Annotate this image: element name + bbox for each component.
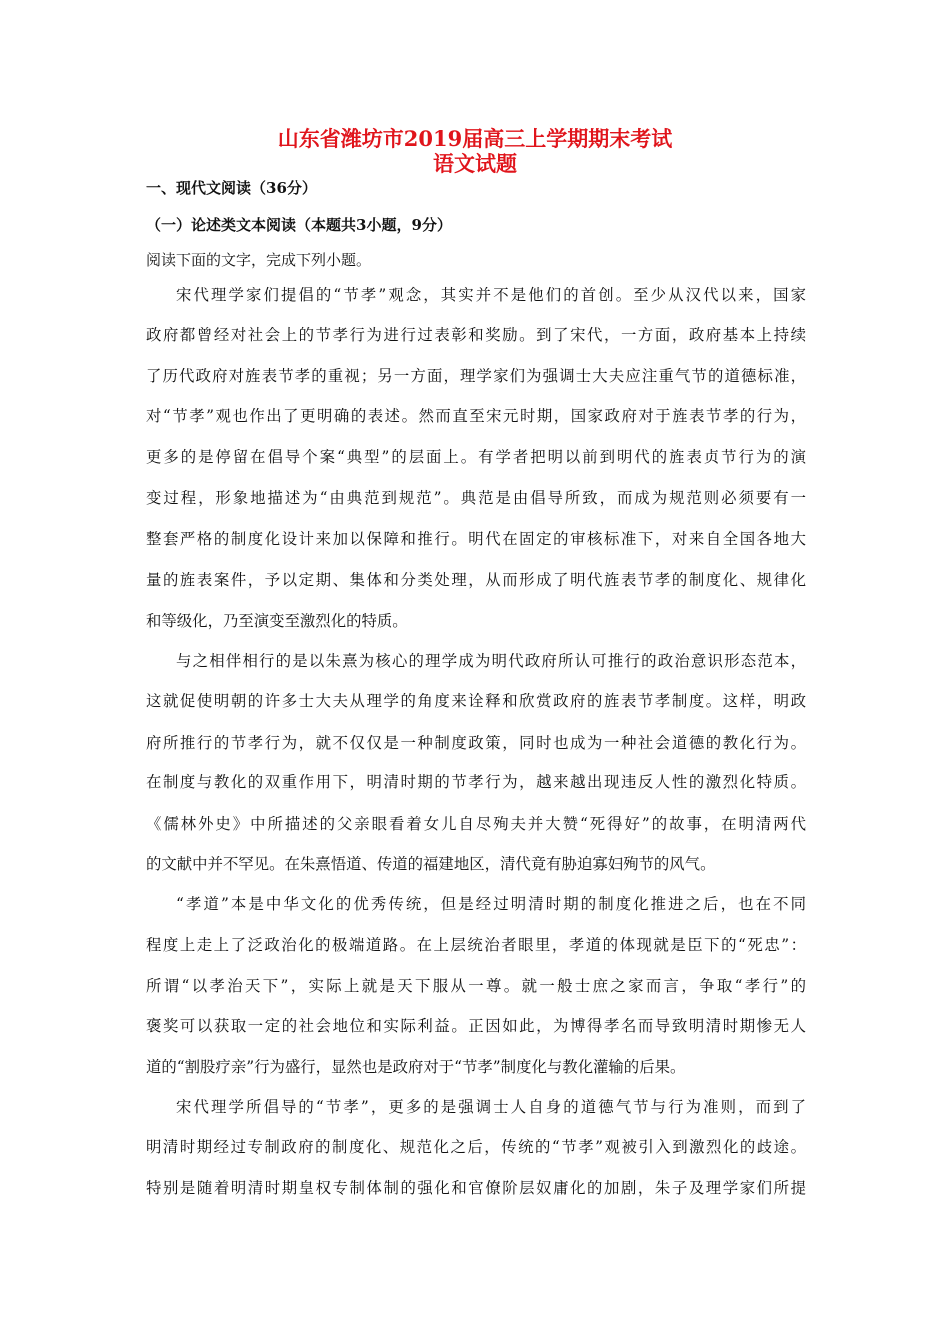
paragraph-line: 程度上走上了泛政治化的极端道路。在上层统治者眼里，孝道的体现就是臣下的“死忠”： (146, 936, 806, 954)
paragraph-line: 与之相伴相行的是以朱熹为核心的理学成为明代政府所认可推行的政治意识形态范本， (176, 652, 806, 670)
section-heading: 一、现代文阅读（36分） (146, 179, 317, 197)
paragraph-line: 道的“割股疗亲”行为盛行，显然也是政府对于“节孝”制度化与教化灌输的后果。 (146, 1058, 686, 1076)
paragraph-line: 在制度与教化的双重作用下，明清时期的节孝行为，越来越出现违反人性的激烈化特质。 (146, 773, 806, 791)
paragraph-line: 特别是随着明清时期皇权专制体制的强化和官僚阶层奴庸化的加剧，朱子及理学家们所提 (146, 1179, 806, 1197)
paragraph-line: 所谓“以孝治天下”，实际上就是天下服从一尊。就一般士庶之家而言，争取“孝行”的 (146, 977, 806, 995)
paragraph-line: 这就促使明朝的许多士大夫从理学的角度来诠释和欣赏政府的旌表节孝制度。这样，明政 (146, 692, 806, 710)
instruction-text: 阅读下面的文字，完成下列小题。 (146, 251, 372, 269)
paragraph-line: “孝道”本是中华文化的优秀传统，但是经过明清时期的制度化推进之后，也在不同 (176, 895, 806, 913)
paragraph-line: 宋代理学家们提倡的“节孝”观念，其实并不是他们的首创。至少从汉代以来，国家 (176, 286, 806, 304)
paragraph-line: 府所推行的节孝行为，就不仅仅是一种制度政策，同时也成为一种社会道德的教化行为。 (146, 734, 806, 752)
document-title: 山东省潍坊市2019届高三上学期期末考试 (277, 126, 673, 151)
paragraph-line: 的文献中并不罕见。在朱熹悟道、传道的福建地区，清代竟有胁迫寡妇殉节的风气。 (146, 855, 716, 873)
paragraph-line: 整套严格的制度化设计来加以保障和推行。明代在固定的审核标准下，对来自全国各地大 (146, 530, 806, 548)
paragraph-line: 量的旌表案件，予以定期、集体和分类处理，从而形成了明代旌表节孝的制度化、规律化 (146, 571, 806, 589)
subsection-heading: （一）论述类文本阅读（本题共3小题，9分） (146, 216, 452, 234)
paragraph-line: 和等级化，乃至演变至激烈化的特质。 (146, 612, 408, 630)
paragraph-line: 了历代政府对旌表节孝的重视；另一方面，理学家们为强调士大夫应注重气节的道德标准， (146, 367, 806, 385)
paragraph-line: 宋代理学所倡导的“节孝”，更多的是强调士人自身的道德气节与行为准则，而到了 (176, 1098, 806, 1116)
paragraph-line: 更多的是停留在倡导个案“典型”的层面上。有学者把明以前到明代的旌表贞节行为的演 (146, 448, 806, 466)
paragraph-line: 变过程，形象地描述为“由典范到规范”。典范是由倡导所致，而成为规范则必须要有一 (146, 489, 806, 507)
paragraph-line: 《儒林外史》中所描述的父亲眼看着女儿自尽殉夫并大赞“死得好”的故事，在明清两代 (146, 815, 806, 833)
paragraph-line: 政府都曾经对社会上的节孝行为进行过表彰和奖励。到了宋代，一方面，政府基本上持续 (146, 326, 806, 344)
paragraph-line: 对“节孝”观也作出了更明确的表述。然而直至宋元时期，国家政府对于旌表节孝的行为， (146, 407, 806, 425)
paragraph-line: 明清时期经过专制政府的制度化、规范化之后，传统的“节孝”观被引入到激烈化的歧途。 (146, 1138, 806, 1156)
document-subtitle: 语文试题 (433, 151, 517, 176)
paragraph-line: 褒奖可以获取一定的社会地位和实际利益。正因如此，为博得孝名而导致明清时期惨无人 (146, 1017, 806, 1035)
